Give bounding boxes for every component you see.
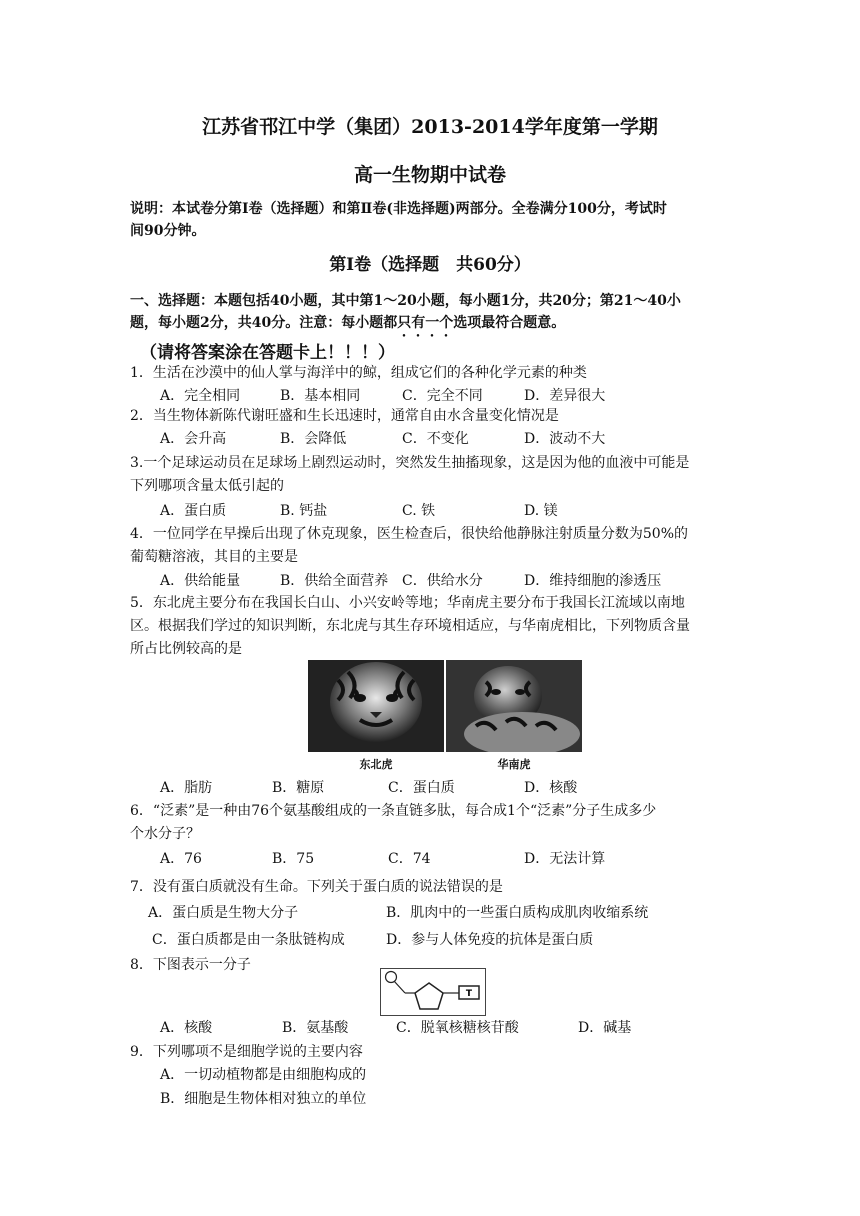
- q6-stem-line-2: 个水分子？: [130, 826, 200, 842]
- northeast-tiger-caption: 东北虎: [359, 758, 393, 771]
- q7-stem: 7．没有蛋白质就没有生命。下列关于蛋白质的说法错误的是: [130, 879, 503, 895]
- q4-option-b: B．供给全面营养: [280, 573, 389, 589]
- q9-option-a: A．一切动植物都是由细胞构成的: [160, 1067, 367, 1083]
- q8-option-d: D．碱基: [578, 1020, 632, 1036]
- q5-stem-line-2: 区。根据我们学过的知识判断，东北虎与其生存环境相适应，与华南虎相比，下列物质含量: [130, 618, 690, 634]
- northeast-tiger-image: [308, 660, 444, 752]
- q8-stem: 8．下图表示一分子: [130, 957, 251, 973]
- q9-stem: 9．下列哪项不是细胞学说的主要内容: [130, 1044, 363, 1060]
- q2-option-d: D．波动不大: [524, 431, 606, 447]
- q5-stem-line-3: 所占比例较高的是: [130, 641, 242, 657]
- q4-option-a: A．供给能量: [160, 573, 241, 589]
- q7-option-d: D．参与人体免疫的抗体是蛋白质: [386, 932, 594, 948]
- q4-stem-line-1: 4．一位同学在早操后出现了休克现象，医生检查后，很快给他静脉注射质量分数为50%的: [130, 526, 689, 542]
- q6-option-d: D．无法计算: [524, 851, 606, 867]
- q7-option-a: A．蛋白质是生物大分子: [148, 905, 299, 921]
- q2-stem: 2．当生物体新陈代谢旺盛和生长迅速时，通常自由水含量变化情况是: [130, 408, 559, 424]
- nucleotide-diagram: [380, 968, 486, 1016]
- intro-text-a: 题，每小题2分，共40分。注意：每小题都: [130, 315, 398, 331]
- q6-option-c: C．74: [388, 851, 431, 867]
- q4-stem-line-2: 葡萄糖溶液，其目的主要是: [130, 549, 298, 565]
- q1-option-b: B．基本相同: [280, 388, 361, 404]
- q9-option-b: B．细胞是生物体相对独立的单位: [160, 1091, 367, 1107]
- q6-option-a: A．76: [160, 851, 202, 867]
- q5-stem-line-1: 5．东北虎主要分布在我国长白山、小兴安岭等地；华南虎主要分布于我国长江流域以南地: [130, 595, 685, 611]
- q1-option-d: D．差异很大: [524, 388, 606, 404]
- q3-stem-line-1: 3.一个足球运动员在足球场上剧烈运动时，突然发生抽搐现象，这是因为他的血液中可能是: [130, 455, 690, 471]
- q5-option-d: D．核酸: [524, 780, 578, 796]
- south-china-tiger-caption: 华南虎: [497, 758, 531, 771]
- q4-option-d: D．维持细胞的渗透压: [524, 573, 662, 589]
- q1-option-a: A．完全相同: [160, 388, 241, 404]
- q8-option-b: B．氨基酸: [282, 1020, 349, 1036]
- exam-subtitle: 高一生物期中试卷: [353, 164, 506, 186]
- q5-option-c: C．蛋白质: [388, 780, 455, 796]
- section-1-title: 第Ⅰ卷（选择题 共60分）: [329, 255, 531, 275]
- section-1-intro-line-2: [130, 312, 565, 340]
- q6-stem-line-1: 6．“泛素”是一种由76个氨基酸组成的一条直链多肽，每合成1个“泛素”分子生成多少: [130, 803, 657, 819]
- section-1-intro-line-1: 一、选择题：本题包括40小题，其中第1～20小题，每小题1分，共20分；第21～40小: [130, 293, 681, 309]
- q6-option-b: B．75: [272, 851, 315, 867]
- q2-option-b: B．会降低: [280, 431, 347, 447]
- q3-option-b: B. 钙盐: [280, 503, 328, 519]
- q3-option-c: C. 铁: [402, 503, 436, 519]
- q7-option-c: C．蛋白质都是由一条肽链构成: [152, 932, 345, 948]
- q3-option-d: D. 镁: [524, 503, 558, 519]
- q2-option-c: C．不变化: [402, 431, 469, 447]
- instructions-line-2: 间90分钟。: [130, 223, 206, 239]
- q8-option-c: C．脱氧核糖核苷酸: [396, 1020, 519, 1036]
- q1-stem: 1．生活在沙漠中的仙人掌与海洋中的鲸，组成它们的各种化学元素的种类: [130, 365, 587, 381]
- q2-option-a: A．会升高: [160, 431, 227, 447]
- south-china-tiger-image: [446, 660, 582, 752]
- q3-option-a: A．蛋白质: [160, 503, 227, 519]
- exam-title: 江苏省邗江中学（集团）2013-2014学年度第一学期: [202, 116, 658, 138]
- q8-option-a: A．核酸: [160, 1020, 213, 1036]
- intro-text-b: 选项最符合题意。: [453, 315, 566, 331]
- q5-option-b: B．糖原: [272, 780, 325, 796]
- q4-option-c: C．供给水分: [402, 573, 483, 589]
- base-label: T: [465, 989, 473, 999]
- answer-card-reminder: （请将答案涂在答题卡上！！！）: [140, 343, 395, 363]
- q1-option-c: C．完全不同: [402, 388, 483, 404]
- intro-emphasis: 只有一个: [397, 315, 454, 331]
- instructions-line-1: 说明：本试卷分第Ⅰ卷（选择题）和第Ⅱ卷(非选择题)两部分。全卷满分100分，考试时: [130, 201, 667, 217]
- q5-option-a: A．脂肪: [160, 780, 213, 796]
- q7-option-b: B．肌肉中的一些蛋白质构成肌肉收缩系统: [386, 905, 649, 921]
- q3-stem-line-2: 下列哪项含量太低引起的: [130, 478, 284, 494]
